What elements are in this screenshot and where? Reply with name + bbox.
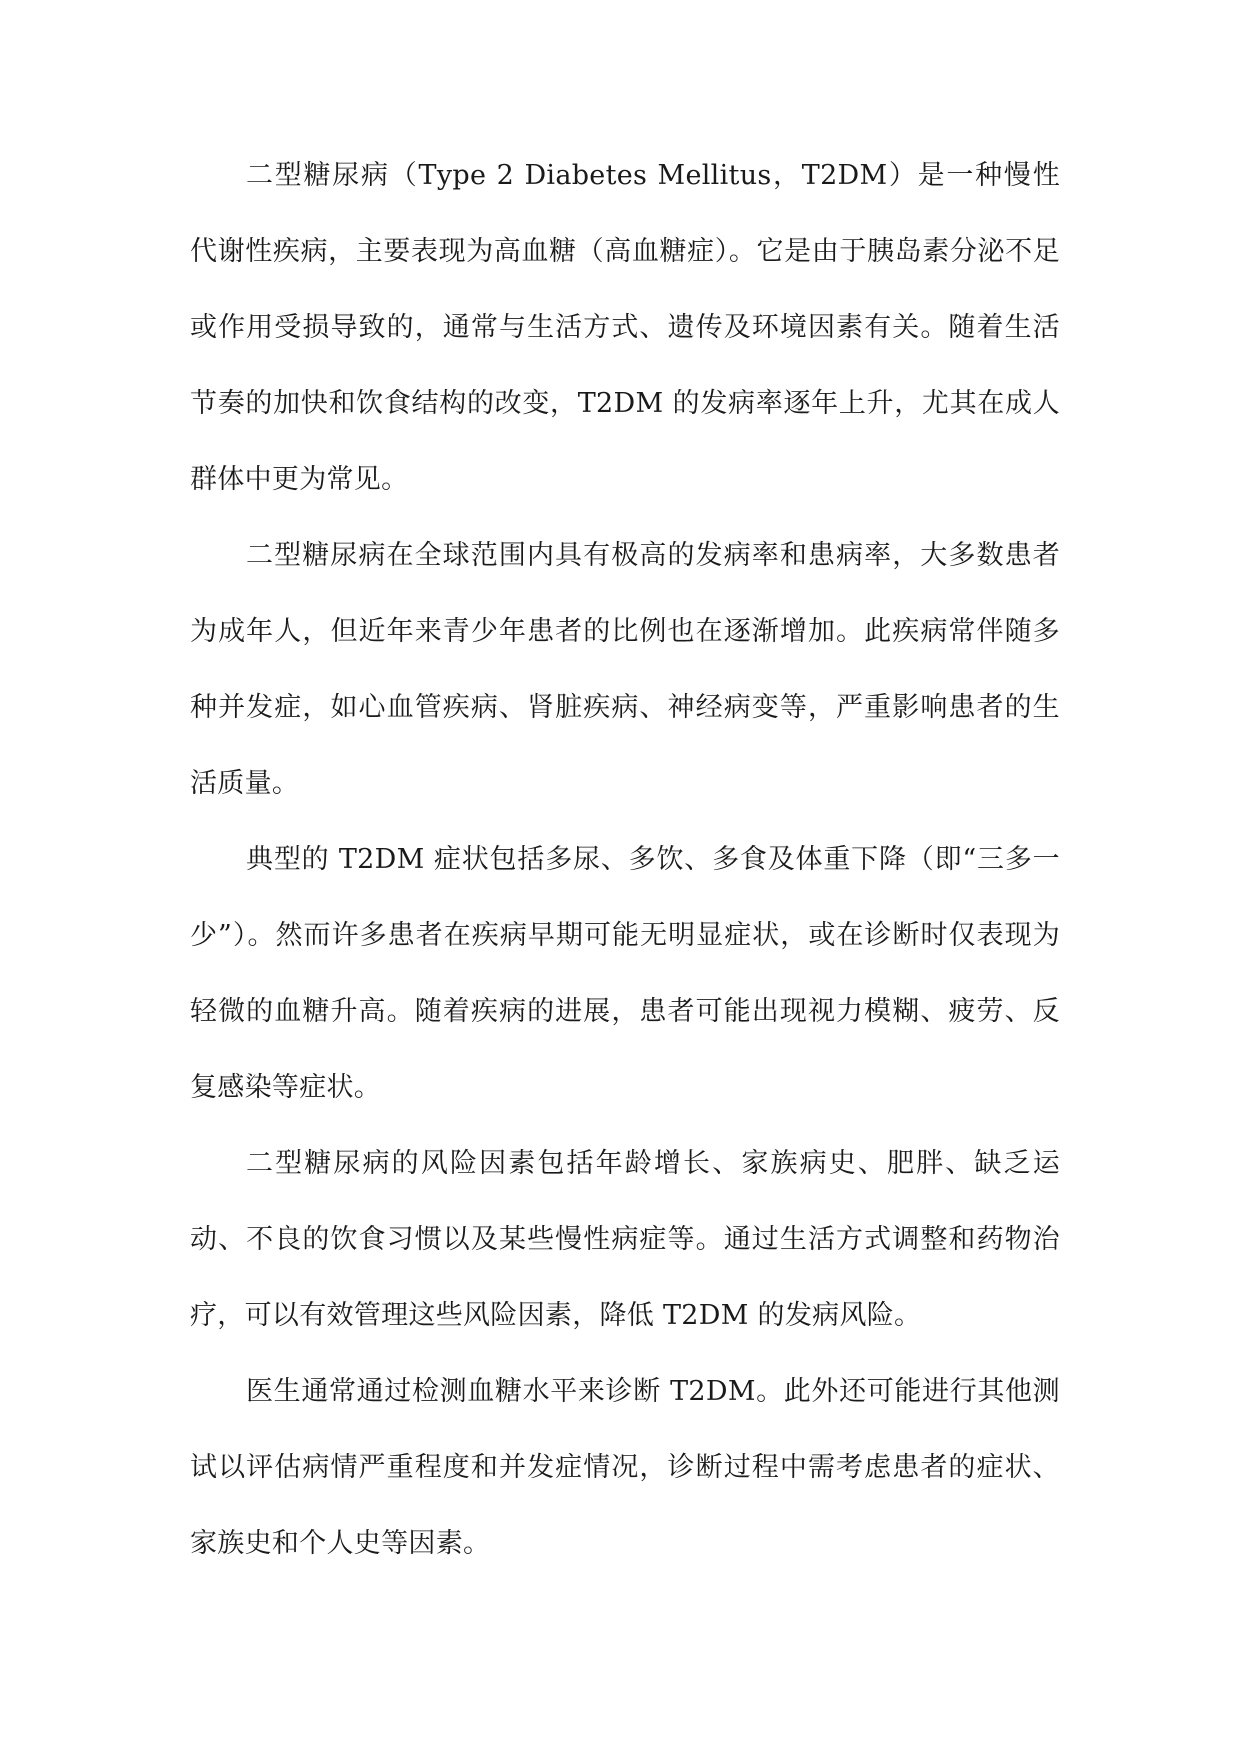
paragraph-diagnosis: 医生通常通过检测血糖水平来诊断 T2DM。此外还可能进行其他测试以评估病情严重程度和并发症情况，诊断过程中需考虑患者的症状、家族史和个人史等因素。 [190, 1376, 1060, 1559]
paragraph-definition: 二型糖尿病（Type 2 Diabetes Mellitus，T2DM）是一种慢性代谢性疾病，主要表现为高血糖（高血糖症）。它是由于胰岛素分泌不足或作用受损导致的，通常与生活方式、遗传及环境因素有关。随着生活节奏的加快和饮食结构的改变，T2DM 的发病率逐年上升，尤其在成人群体中更为常见。 [190, 160, 1060, 495]
document-body [190, 138, 1060, 1582]
paragraph-symptoms: 典型的 T2DM 症状包括多尿、多饮、多食及体重下降（即“三多一少”）。然而许多患者在疾病早期可能无明显症状，或在诊断时仅表现为轻微的血糖升高。随着疾病的进展，患者可能出现视力模糊、疲劳、反复感染等症状。 [190, 844, 1060, 1103]
paragraph-risk-factors: 二型糖尿病的风险因素包括年龄增长、家族病史、肥胖、缺乏运动、不良的饮食习惯以及某些慢性病症等。通过生活方式调整和药物治疗，可以有效管理这些风险因素，降低 T2DM 的发病风险。 [190, 1148, 1060, 1331]
paragraph-epidemiology: 二型糖尿病在全球范围内具有极高的发病率和患病率，大多数患者为成年人，但近年来青少年患者的比例也在逐渐增加。此疾病常伴随多种并发症，如心血管疾病、肾脏疾病、神经病变等，严重影响患者的生活质量。 [190, 540, 1060, 799]
